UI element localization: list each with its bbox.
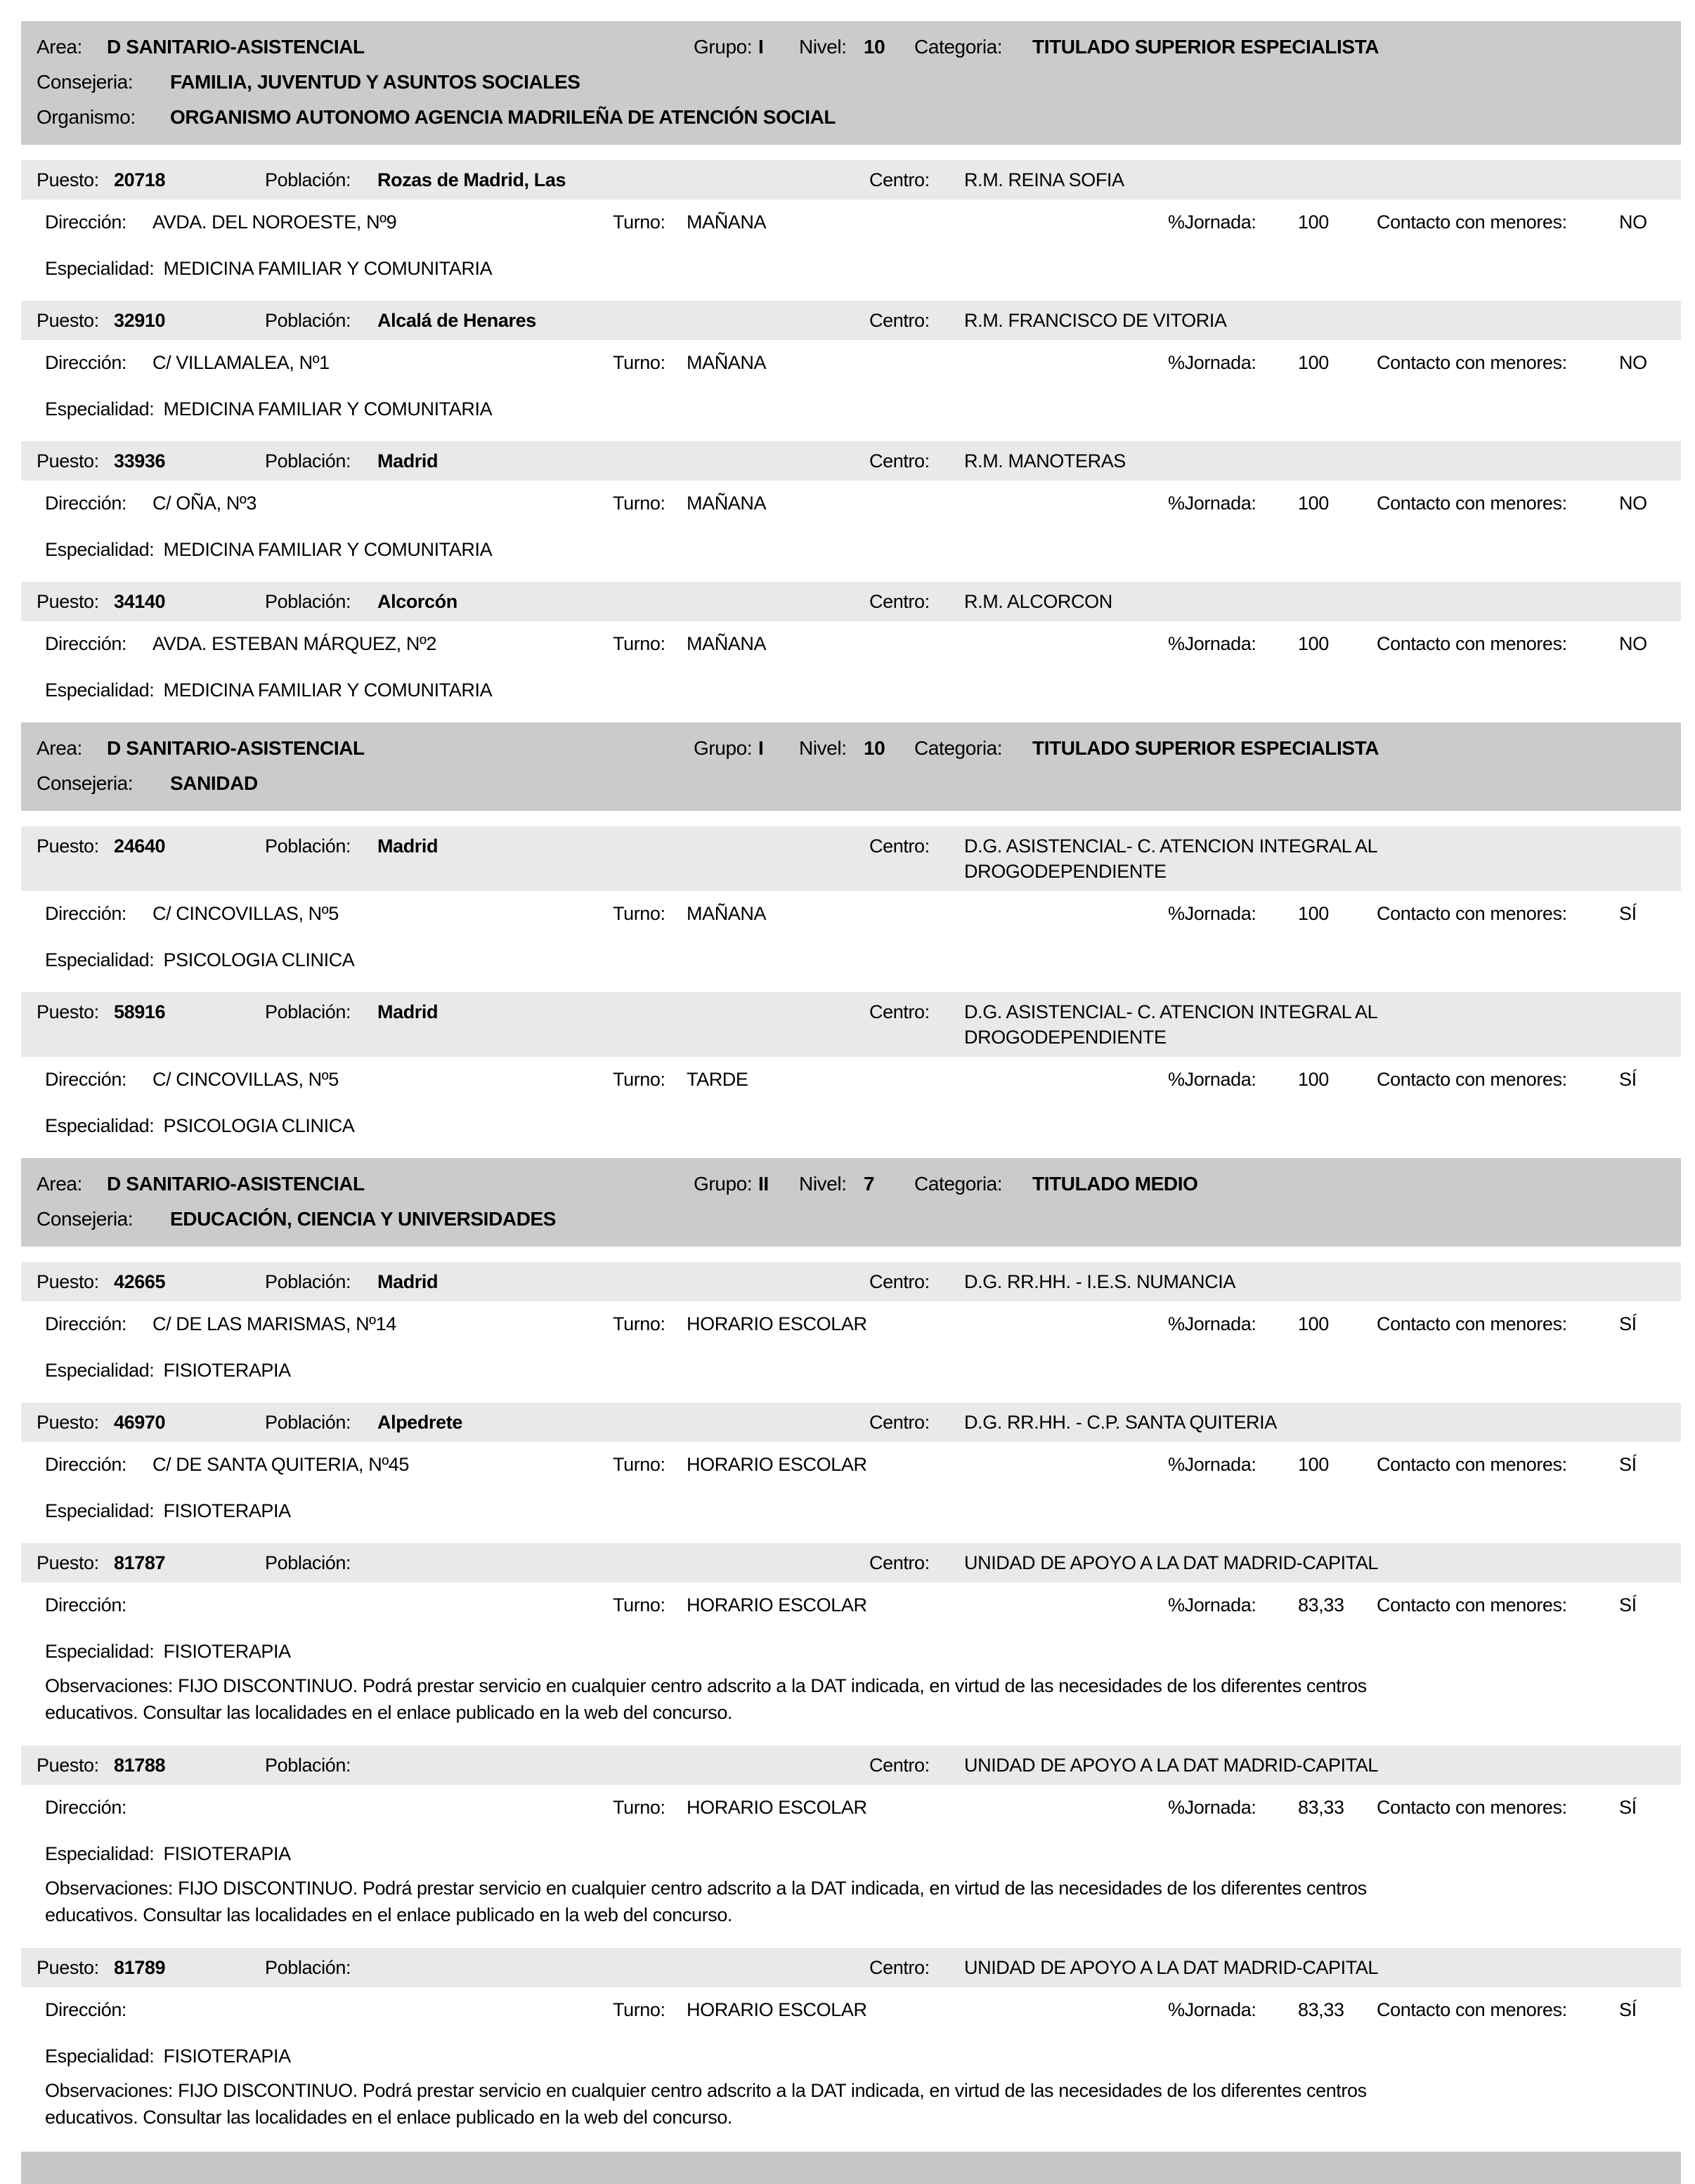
puesto-title-row (21, 1403, 1681, 1442)
puesto-block (21, 441, 1681, 562)
puesto-title-row (21, 826, 1681, 891)
turno-label: Turno: (613, 352, 665, 373)
poblacion-value: Madrid (377, 1271, 439, 1292)
consejeria-label: Consejeria: (37, 772, 134, 794)
poblacion-label: Población: (265, 169, 351, 190)
poblacion-label: Población: (265, 1001, 351, 1022)
consejeria-label: Consejeria: (37, 71, 134, 93)
puesto-number: 81787 (114, 1552, 166, 1573)
puesto-number: 24640 (114, 836, 166, 857)
organismo-value: ORGANISMO AUTONOMO AGENCIA MADRILEÑA DE ATENCIÓN SOCIAL (170, 106, 836, 128)
puesto-label: Puesto: (37, 310, 99, 331)
document (21, 21, 1681, 2150)
nivel-label: Nivel: (799, 36, 847, 58)
puesto-block (21, 1543, 1681, 1726)
puesto-block (21, 301, 1681, 422)
centro-label: Centro: (869, 1552, 930, 1573)
puesto-block (21, 826, 1681, 973)
puesto-detail-row (21, 901, 1681, 926)
puesto-block (21, 1262, 1681, 1383)
centro-label: Centro: (869, 1271, 930, 1292)
jornada-label: %Jornada: (1168, 1313, 1256, 1334)
jornada-label: %Jornada: (1168, 493, 1256, 514)
jornada-label: %Jornada: (1168, 1999, 1256, 2020)
especialidad-row (45, 1113, 1681, 1138)
puesto-block (21, 1948, 1681, 2131)
direccion-label: Dirección: (45, 1999, 127, 2020)
area-label: Area: (37, 36, 82, 58)
poblacion-value (377, 1550, 869, 1575)
puesto-list (21, 160, 1681, 703)
jornada-value: 100 (1298, 212, 1329, 233)
puesto-title-row (21, 441, 1681, 481)
poblacion-value (377, 1955, 869, 1980)
header-area-row (21, 1166, 1681, 1202)
puesto-number: 58916 (114, 1001, 166, 1022)
especialidad-label: Especialidad: (45, 398, 155, 420)
poblacion-value: Madrid (377, 836, 439, 857)
observaciones-label: Observaciones: (45, 1675, 173, 1696)
jornada-value: 100 (1298, 352, 1329, 373)
puesto-number: 81789 (114, 1957, 166, 1978)
poblacion-label: Población: (265, 836, 351, 857)
turno-label: Turno: (613, 1069, 665, 1090)
especialidad-value: FISIOTERAPIA (163, 1500, 291, 1521)
categoria-label: Categoria: (914, 737, 1003, 759)
centro-label: Centro: (869, 1001, 930, 1022)
poblacion-label: Población: (265, 1957, 351, 1978)
turno-value: HORARIO ESCOLAR (687, 1454, 867, 1475)
centro-value: R.M. MANOTERAS (964, 450, 1126, 472)
especialidad-row (45, 256, 1681, 281)
especialidad-row (45, 677, 1681, 703)
section-header (21, 1158, 1681, 1247)
especialidad-value: FISIOTERAPIA (163, 1641, 291, 1662)
categoria-label: Categoria: (914, 36, 1003, 58)
contacto-value: NO (1619, 212, 1647, 233)
contacto-label: Contacto con menores: (1377, 633, 1567, 654)
puesto-number: 33936 (114, 450, 166, 472)
contacto-label: Contacto con menores: (1377, 903, 1567, 924)
especialidad-row (45, 2043, 1681, 2069)
especialidad-label: Especialidad: (45, 258, 155, 279)
turno-value: HORARIO ESCOLAR (687, 1594, 867, 1616)
puesto-title-row (21, 301, 1681, 340)
contacto-value: NO (1619, 633, 1647, 654)
header-consejeria-row (21, 1202, 1681, 1237)
direccion-label: Dirección: (45, 1069, 127, 1090)
poblacion-label: Población: (265, 1755, 351, 1776)
puesto-number: 32910 (114, 310, 166, 331)
centro-value: R.M. ALCORCON (964, 591, 1112, 612)
especialidad-label: Especialidad: (45, 949, 155, 970)
contacto-value: SÍ (1619, 1454, 1637, 1475)
nivel-label: Nivel: (799, 737, 847, 759)
direccion-label: Dirección: (45, 1594, 127, 1616)
puesto-detail-row (21, 350, 1681, 375)
contacto-label: Contacto con menores: (1377, 352, 1567, 373)
puesto-label: Puesto: (37, 450, 99, 472)
observaciones-text: FIJO DISCONTINUO. Podrá prestar servicio en cualquier centro adscrito a la DAT indicada, en virtud de las necesidades de los diferentes centros educativos. Consultar las localidades en el enlace publicado en la web del concurso. (45, 2080, 1367, 2128)
grupo-value: I (758, 36, 764, 58)
puesto-detail-row (21, 1795, 1681, 1820)
direccion-value: AVDA. DEL NOROESTE, Nº9 (152, 212, 397, 233)
turno-label: Turno: (613, 1313, 665, 1334)
especialidad-label: Especialidad: (45, 1115, 155, 1136)
puesto-label: Puesto: (37, 169, 99, 190)
categoria-value: TITULADO MEDIO (1032, 1173, 1198, 1195)
consejeria-label: Consejeria: (37, 1208, 134, 1230)
direccion-value (152, 1592, 613, 1618)
header-consejeria-row (21, 65, 1681, 100)
direccion-value: C/ CINCOVILLAS, Nº5 (152, 903, 339, 924)
poblacion-value: Alcalá de Henares (377, 310, 536, 331)
puesto-block (21, 160, 1681, 281)
jornada-label: %Jornada: (1168, 352, 1256, 373)
centro-value: R.M. FRANCISCO DE VITORIA (964, 310, 1227, 331)
header-area-row (21, 731, 1681, 766)
contacto-label: Contacto con menores: (1377, 1999, 1567, 2020)
puesto-block (21, 582, 1681, 703)
direccion-label: Dirección: (45, 493, 127, 514)
puesto-block (21, 1746, 1681, 1928)
grupo-label: Grupo: (694, 36, 753, 58)
grupo-label: Grupo: (694, 1173, 753, 1195)
direccion-value: C/ CINCOVILLAS, Nº5 (152, 1069, 339, 1090)
jornada-value: 100 (1298, 903, 1329, 924)
grupo-label: Grupo: (694, 737, 753, 759)
puesto-title-row (21, 582, 1681, 621)
especialidad-value: MEDICINA FAMILIAR Y COMUNITARIA (163, 258, 493, 279)
section-header (21, 21, 1681, 145)
puesto-list (21, 1262, 1681, 2131)
especialidad-value: FISIOTERAPIA (163, 1360, 291, 1381)
poblacion-label: Población: (265, 591, 351, 612)
especialidad-value: PSICOLOGIA CLINICA (163, 1115, 355, 1136)
especialidad-value: MEDICINA FAMILIAR Y COMUNITARIA (163, 680, 493, 701)
puesto-number: 20718 (114, 169, 166, 190)
puesto-label: Puesto: (37, 836, 99, 857)
turno-label: Turno: (613, 212, 665, 233)
nivel-value: 10 (864, 36, 885, 58)
header-area-row (21, 30, 1681, 65)
jornada-label: %Jornada: (1168, 633, 1256, 654)
contacto-value: SÍ (1619, 1313, 1637, 1334)
especialidad-label: Especialidad: (45, 1360, 155, 1381)
turno-value: MAÑANA (687, 212, 767, 233)
puesto-detail-row (21, 631, 1681, 656)
nivel-value: 7 (864, 1173, 875, 1195)
puesto-detail-row (21, 1997, 1681, 2022)
puesto-title-row (21, 1543, 1681, 1582)
puesto-detail-row (21, 1067, 1681, 1092)
nivel-label: Nivel: (799, 1173, 847, 1195)
observaciones-row (45, 2077, 1405, 2131)
area-value: D SANITARIO-ASISTENCIAL (107, 1173, 365, 1195)
direccion-value: C/ VILLAMALEA, Nº1 (152, 352, 330, 373)
especialidad-row (45, 1841, 1681, 1866)
puesto-label: Puesto: (37, 591, 99, 612)
puesto-block (21, 992, 1681, 1138)
turno-value: MAÑANA (687, 493, 767, 514)
puesto-number: 42665 (114, 1271, 166, 1292)
puesto-title-row (21, 160, 1681, 200)
direccion-value: C/ DE LAS MARISMAS, Nº14 (152, 1313, 396, 1334)
centro-label: Centro: (869, 591, 930, 612)
contacto-label: Contacto con menores: (1377, 1594, 1567, 1616)
poblacion-value: Alpedrete (377, 1412, 462, 1433)
especialidad-label: Especialidad: (45, 680, 155, 701)
jornada-value: 100 (1298, 633, 1329, 654)
turno-label: Turno: (613, 1594, 665, 1616)
observaciones-label: Observaciones: (45, 2080, 173, 2101)
puesto-label: Puesto: (37, 1957, 99, 1978)
contacto-value: SÍ (1619, 1999, 1637, 2020)
centro-value: R.M. REINA SOFIA (964, 169, 1124, 190)
categoria-value: TITULADO SUPERIOR ESPECIALISTA (1032, 737, 1379, 759)
contacto-value: NO (1619, 493, 1647, 514)
section-header (21, 722, 1681, 811)
section (21, 21, 1681, 703)
puesto-detail-row (21, 490, 1681, 516)
poblacion-label: Población: (265, 1552, 351, 1573)
turno-label: Turno: (613, 903, 665, 924)
contacto-value: SÍ (1619, 903, 1637, 924)
puesto-label: Puesto: (37, 1001, 99, 1022)
poblacion-value: Alcorcón (377, 591, 457, 612)
especialidad-row (45, 1639, 1681, 1664)
direccion-label: Dirección: (45, 352, 127, 373)
jornada-label: %Jornada: (1168, 1594, 1256, 1616)
consejeria-value: SANIDAD (170, 772, 258, 794)
puesto-detail-row (21, 209, 1681, 235)
grupo-value: II (758, 1173, 769, 1195)
jornada-value: 100 (1298, 493, 1329, 514)
header-consejeria-row (21, 766, 1681, 801)
contacto-label: Contacto con menores: (1377, 1454, 1567, 1475)
centro-value: UNIDAD DE APOYO A LA DAT MADRID-CAPITAL (964, 1552, 1379, 1573)
centro-label: Centro: (869, 1957, 930, 1978)
puesto-title-row (21, 992, 1681, 1057)
poblacion-value: Madrid (377, 450, 439, 472)
poblacion-value (377, 1753, 869, 1778)
contacto-value: SÍ (1619, 1594, 1637, 1616)
puesto-label: Puesto: (37, 1552, 99, 1573)
puesto-number: 81788 (114, 1755, 166, 1776)
direccion-value: C/ DE SANTA QUITERIA, Nº45 (152, 1454, 410, 1475)
header-organismo-row (21, 100, 1681, 135)
direccion-label: Dirección: (45, 1797, 127, 1818)
puesto-list (21, 826, 1681, 1138)
turno-value: HORARIO ESCOLAR (687, 1999, 867, 2020)
puesto-title-row (21, 1262, 1681, 1301)
puesto-detail-row (21, 1592, 1681, 1618)
puesto-number: 46970 (114, 1412, 166, 1433)
turno-value: HORARIO ESCOLAR (687, 1797, 867, 1818)
especialidad-value: PSICOLOGIA CLINICA (163, 949, 355, 970)
centro-value: D.G. RR.HH. - C.P. SANTA QUITERIA (964, 1412, 1277, 1433)
area-value: D SANITARIO-ASISTENCIAL (107, 36, 365, 58)
direccion-label: Dirección: (45, 903, 127, 924)
grupo-value: I (758, 737, 764, 759)
puesto-title-row (21, 1948, 1681, 1987)
area-label: Area: (37, 1173, 82, 1195)
jornada-value: 83,33 (1298, 1999, 1344, 2020)
categoria-value: TITULADO SUPERIOR ESPECIALISTA (1032, 36, 1379, 58)
bottom-bar (21, 2152, 1681, 2184)
centro-label: Centro: (869, 1412, 930, 1433)
especialidad-label: Especialidad: (45, 1843, 155, 1864)
turno-value: MAÑANA (687, 633, 767, 654)
poblacion-value: Madrid (377, 1001, 439, 1022)
contacto-label: Contacto con menores: (1377, 1797, 1567, 1818)
centro-label: Centro: (869, 1755, 930, 1776)
especialidad-label: Especialidad: (45, 1500, 155, 1521)
direccion-label: Dirección: (45, 633, 127, 654)
puesto-title-row (21, 1746, 1681, 1785)
area-value: D SANITARIO-ASISTENCIAL (107, 737, 365, 759)
direccion-label: Dirección: (45, 212, 127, 233)
puesto-number: 34140 (114, 591, 166, 612)
centro-value: UNIDAD DE APOYO A LA DAT MADRID-CAPITAL (964, 1957, 1379, 1978)
observaciones-text: FIJO DISCONTINUO. Podrá prestar servicio en cualquier centro adscrito a la DAT indicada, en virtud de las necesidades de los diferentes centros educativos. Consultar las localidades en el enlace publicado en la web del concurso. (45, 1675, 1367, 1723)
especialidad-value: MEDICINA FAMILIAR Y COMUNITARIA (163, 539, 493, 560)
turno-label: Turno: (613, 1454, 665, 1475)
poblacion-value: Rozas de Madrid, Las (377, 169, 566, 190)
section (21, 722, 1681, 1138)
contacto-label: Contacto con menores: (1377, 212, 1567, 233)
centro-value: D.G. RR.HH. - I.E.S. NUMANCIA (964, 1271, 1235, 1292)
consejeria-value: FAMILIA, JUVENTUD Y ASUNTOS SOCIALES (170, 71, 580, 93)
jornada-value: 83,33 (1298, 1797, 1344, 1818)
observaciones-label: Observaciones: (45, 1878, 173, 1899)
turno-value: MAÑANA (687, 352, 767, 373)
especialidad-value: MEDICINA FAMILIAR Y COMUNITARIA (163, 398, 493, 420)
categoria-label: Categoria: (914, 1173, 1003, 1195)
jornada-label: %Jornada: (1168, 1454, 1256, 1475)
puesto-label: Puesto: (37, 1412, 99, 1433)
especialidad-row (45, 537, 1681, 562)
especialidad-value: FISIOTERAPIA (163, 2046, 291, 2067)
poblacion-label: Población: (265, 1271, 351, 1292)
nivel-value: 10 (864, 737, 885, 759)
centro-value: UNIDAD DE APOYO A LA DAT MADRID-CAPITAL (964, 1755, 1379, 1776)
centro-value: D.G. ASISTENCIAL- C. ATENCION INTEGRAL AL DROGODEPENDIENTE (964, 836, 1377, 882)
turno-value: HORARIO ESCOLAR (687, 1313, 867, 1334)
direccion-label: Dirección: (45, 1454, 127, 1475)
centro-label: Centro: (869, 450, 930, 472)
consejeria-value: EDUCACIÓN, CIENCIA Y UNIVERSIDADES (170, 1208, 557, 1230)
puesto-label: Puesto: (37, 1755, 99, 1776)
turno-label: Turno: (613, 633, 665, 654)
especialidad-row (45, 1498, 1681, 1523)
centro-label: Centro: (869, 310, 930, 331)
especialidad-label: Especialidad: (45, 1641, 155, 1662)
turno-value: MAÑANA (687, 903, 767, 924)
observaciones-row (45, 1672, 1405, 1726)
direccion-value: C/ OÑA, Nº3 (152, 493, 256, 514)
contacto-value: SÍ (1619, 1797, 1637, 1818)
puesto-detail-row (21, 1452, 1681, 1477)
observaciones-row (45, 1875, 1405, 1928)
jornada-label: %Jornada: (1168, 1797, 1256, 1818)
contacto-label: Contacto con menores: (1377, 493, 1567, 514)
turno-label: Turno: (613, 1999, 665, 2020)
jornada-label: %Jornada: (1168, 903, 1256, 924)
poblacion-label: Población: (265, 450, 351, 472)
jornada-label: %Jornada: (1168, 212, 1256, 233)
contacto-label: Contacto con menores: (1377, 1069, 1567, 1090)
direccion-label: Dirección: (45, 1313, 127, 1334)
jornada-label: %Jornada: (1168, 1069, 1256, 1090)
jornada-value: 83,33 (1298, 1594, 1344, 1616)
contacto-label: Contacto con menores: (1377, 1313, 1567, 1334)
turno-label: Turno: (613, 1797, 665, 1818)
centro-value: D.G. ASISTENCIAL- C. ATENCION INTEGRAL AL DROGODEPENDIENTE (964, 1001, 1377, 1048)
observaciones-text: FIJO DISCONTINUO. Podrá prestar servicio en cualquier centro adscrito a la DAT indicada, en virtud de las necesidades de los diferentes centros educativos. Consultar las localidades en el enlace publicado en la web del concurso. (45, 1878, 1367, 1925)
jornada-value: 100 (1298, 1313, 1329, 1334)
especialidad-value: FISIOTERAPIA (163, 1843, 291, 1864)
centro-label: Centro: (869, 836, 930, 857)
especialidad-row (45, 1358, 1681, 1383)
direccion-value: AVDA. ESTEBAN MÁRQUEZ, Nº2 (152, 633, 437, 654)
especialidad-label: Especialidad: (45, 2046, 155, 2067)
jornada-value: 100 (1298, 1454, 1329, 1475)
contacto-value: SÍ (1619, 1069, 1637, 1090)
puesto-label: Puesto: (37, 1271, 99, 1292)
contacto-value: NO (1619, 352, 1647, 373)
direccion-value (152, 1795, 613, 1820)
poblacion-label: Población: (265, 310, 351, 331)
centro-label: Centro: (869, 169, 930, 190)
especialidad-row (45, 947, 1681, 973)
area-label: Area: (37, 737, 82, 759)
organismo-label: Organismo: (37, 106, 136, 128)
poblacion-label: Población: (265, 1412, 351, 1433)
especialidad-label: Especialidad: (45, 539, 155, 560)
especialidad-row (45, 396, 1681, 422)
jornada-value: 100 (1298, 1069, 1329, 1090)
turno-value: TARDE (687, 1069, 748, 1090)
puesto-detail-row (21, 1311, 1681, 1337)
direccion-value (152, 1997, 613, 2022)
turno-label: Turno: (613, 493, 665, 514)
section (21, 1158, 1681, 2131)
puesto-block (21, 1403, 1681, 1523)
